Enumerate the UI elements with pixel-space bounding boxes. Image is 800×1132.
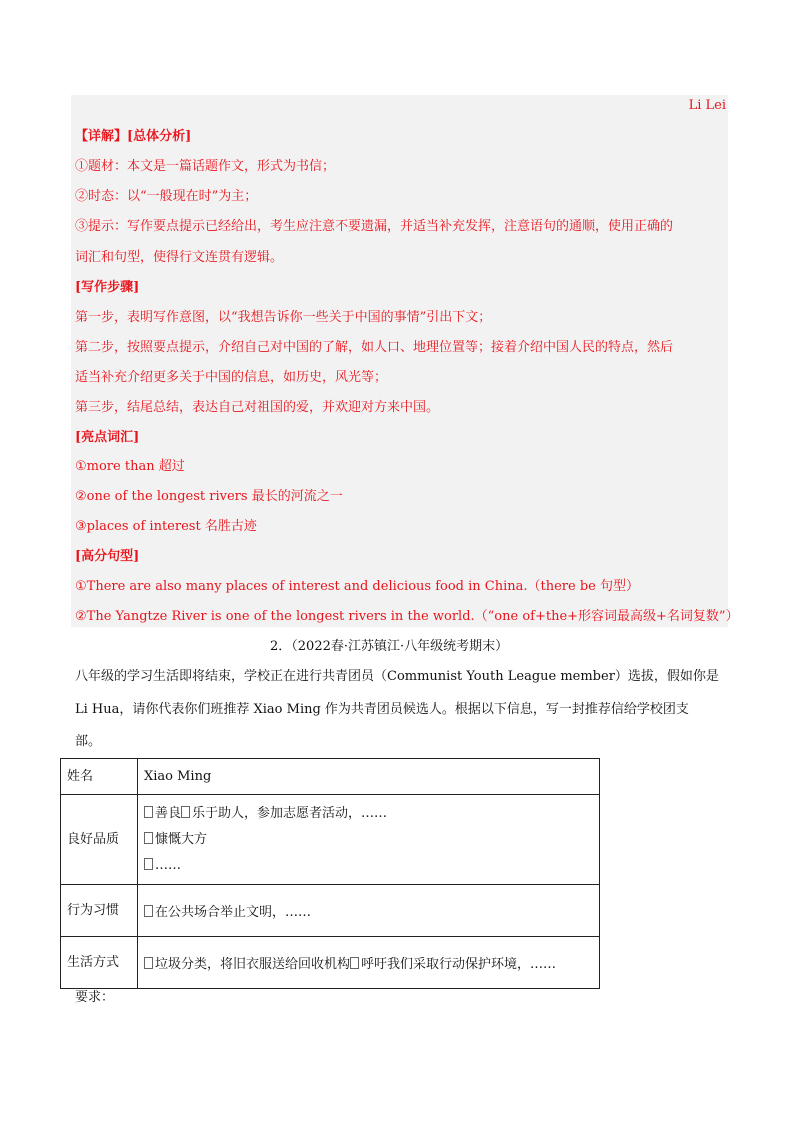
row-content [138,795,600,885]
question-prompt-line: 八年级的学习生活即将结束，学校正在进行共青团员（Communist Youth League member）选拔，假如你是 [75,669,719,684]
vocab-item: ③places of interest 名胜古迹 [75,519,257,534]
detail-label: 【详解】 [75,129,128,144]
vocab-item: ②one of the longest rivers 最长的河流之一 [75,489,343,504]
step-line: 第二步，按照要点提示，介绍自己对中国的了解，如人口、地理位置等；接着介绍中国人民的特点，然后 [75,340,674,355]
step-line: 第一步，表明写作意图，以“我想告诉你一些关于中国的事情”引出下文； [75,310,492,325]
vocab-item: ①more than 超过 [75,459,185,474]
question-number: 2．（2022春·江苏镇江·八年级统考期末） [270,639,509,654]
checkbox-icon [144,858,153,870]
analysis-heading [75,129,191,145]
sentence-patterns-heading: [高分句型] [75,549,140,564]
analysis-line: 词汇和句型，使得行文连贯有逻辑。 [75,250,284,265]
overall-analysis-label: [总体分析] [127,129,192,144]
requirements-label: 要求： [75,990,115,1005]
checkbox-icon [144,957,153,969]
row-content [138,759,600,795]
table-row [61,885,600,937]
checkbox-icon [181,806,190,818]
quality-line: 善良 乐于助人，参加志愿者活动，…… [144,801,593,827]
checkbox-icon [144,806,153,818]
table-row [61,759,600,795]
row-content: 在公共场合举止文明，…… [138,885,600,937]
quality-line: 慷慨大方 [144,827,593,853]
row-content: 垃圾分类，将旧衣服送给回收机构 呼吁我们采取行动保护环境，…… [138,937,600,989]
quality-line: …… [144,853,593,879]
table-row [61,795,600,885]
checkbox-icon [144,832,153,844]
candidate-info-table [60,758,600,989]
question-prompt-line: Li Hua，请你代表你们班推荐 Xiao Ming 作为共青团员候选人。根据以下信息，写一封推荐信给学校团支 [75,702,689,717]
vocab-heading: [亮点词汇] [75,430,140,445]
analysis-line: ②时态：以“一般现在时”为主； [75,189,258,204]
step-line: 第三步，结尾总结，表达自己对祖国的爱，并欢迎对方来中国。 [75,400,440,415]
row-label: 姓名 [61,759,138,795]
checkbox-icon [350,957,359,969]
letter-signoff: Li Lei [688,98,726,113]
name-value: Xiao Ming [144,769,212,784]
sentence-item: ②The Yangtze River is one of the longest rivers in the world.（“one of+the+形容词最高级+名词复数”） [75,609,739,624]
writing-steps-heading: [写作步骤] [75,280,140,295]
question-prompt-line: 部。 [75,734,102,749]
row-label: 生活方式 [61,937,138,989]
analysis-line: ①题材：本文是一篇话题作文，形式为书信； [75,159,336,174]
table-row [61,937,600,989]
row-label: 行为习惯 [61,885,138,937]
checkbox-icon [144,905,153,917]
row-label: 良好品质 [61,795,138,885]
step-line: 适当补充介绍更多关于中国的信息，如历史，风光等； [75,370,388,385]
analysis-line: ③提示：写作要点提示已经给出，考生应注意不要遗漏，并适当补充发挥，注意语句的通顺，使用正确的 [75,219,674,234]
sentence-item: ①There are also many places of interest and delicious food in China.（there be 句型） [75,579,639,594]
